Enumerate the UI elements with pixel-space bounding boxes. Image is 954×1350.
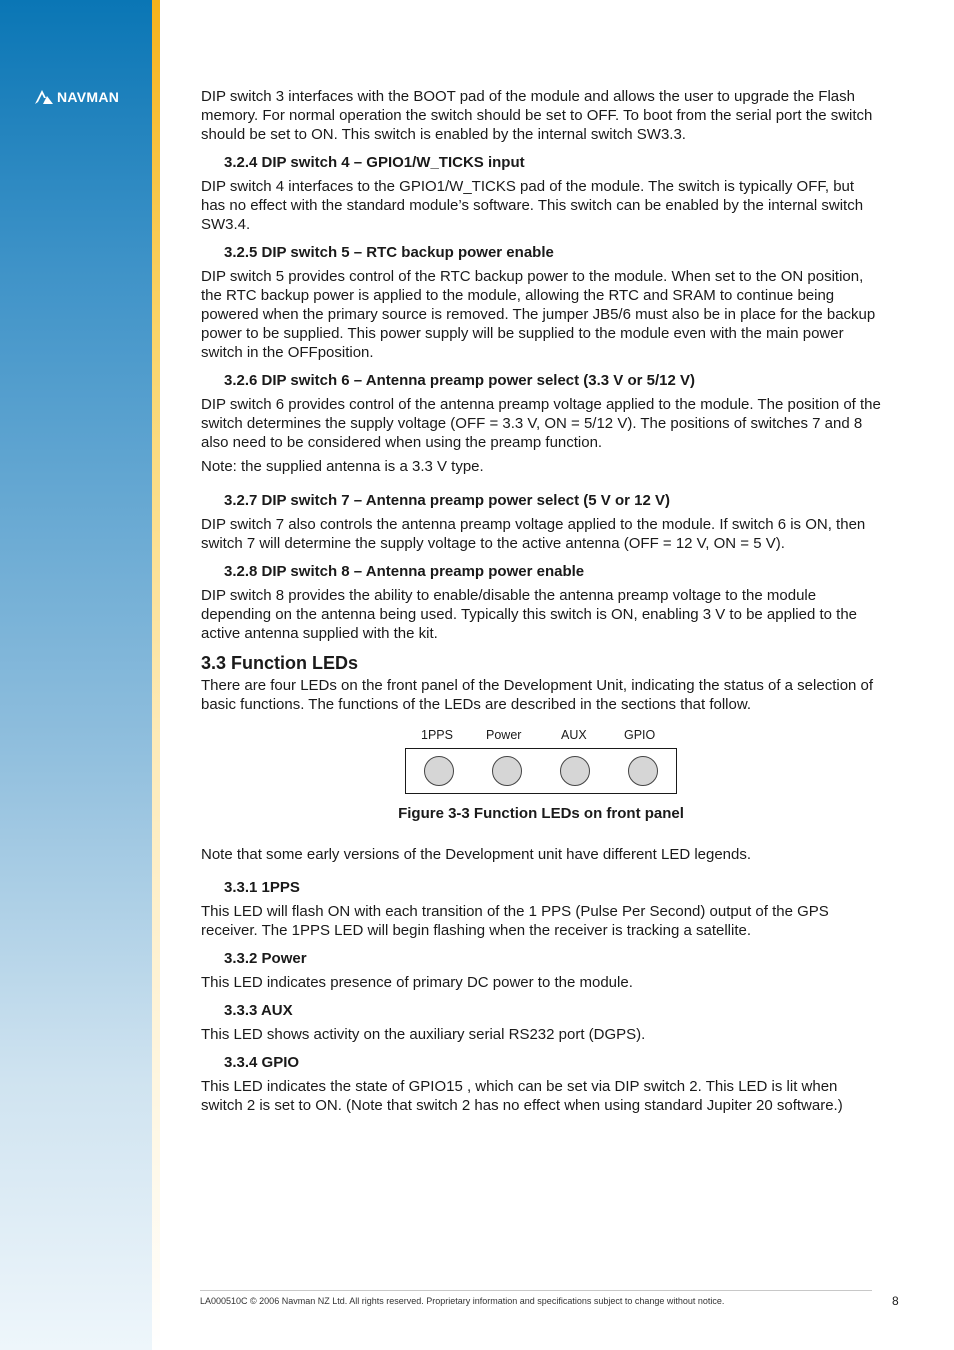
section-title-3-3-4: 3.3.4 GPIO <box>224 1054 300 1071</box>
section-body-3-3-2: This LED indicates presence of primary DC power to the module. <box>201 974 633 991</box>
section-title-3-3-2: 3.3.2 Power <box>224 950 307 967</box>
section-title-3-2-5: 3.2.5 DIP switch 5 – RTC backup power enable <box>224 244 554 261</box>
section-title-3-2-8: 3.2.8 DIP switch 8 – Antenna preamp power enable <box>224 563 585 580</box>
led-label-gpio: GPIO <box>624 728 656 742</box>
section-title-3-2-7: 3.2.7 DIP switch 7 – Antenna preamp power select (5 V or 12 V) <box>224 492 670 509</box>
brand-name: NAVMAN <box>57 89 120 105</box>
section-title-3-3-3: 3.3.3 AUX <box>224 1002 293 1019</box>
footer-divider <box>200 1290 872 1291</box>
section-body-3-2-7: DIP switch 7 also controls the antenna preamp voltage applied to the module. If switch 6 is ON, then switch 7 will determine the supply voltage to the active antenna (OFF = 12 V, ON = 5 V). <box>201 516 866 552</box>
section-body-3-3-4: This LED indicates the state of GPIO15 , which can be set via DIP switch 2. This LED is lit when switch 2 is set to ON. (Note that switch 2 has no effect when using standard Jupiter 20 software.) <box>201 1078 843 1114</box>
led-panel <box>405 748 677 794</box>
led-aux <box>560 756 590 786</box>
led-label-power: Power <box>486 728 522 742</box>
led-gpio <box>628 756 658 786</box>
section-note-3-3: Note that some early versions of the Development unit have different LED legends. <box>201 846 752 863</box>
section-note-3-2-6: Note: the supplied antenna is a 3.3 V type. <box>201 458 484 475</box>
section-body-3-3-1: This LED will flash ON with each transition of the 1 PPS (Pulse Per Second) output of the GPS receiver. The 1PPS LED will begin flashing when the receiver is tracking a satellite. <box>201 903 829 939</box>
intro-paragraph: DIP switch 3 interfaces with the BOOT pad of the module and allows the user to upgrade the Flash memory. For normal operation the switch should be set to OFF. To boot from the serial port the switch should be set to ON. This switch is enabled by the internal switch SW3.3. <box>201 88 873 143</box>
navman-logo <box>34 86 119 108</box>
accent-stripe <box>152 0 160 1350</box>
section-body-3-2-8: DIP switch 8 provides the ability to enable/disable the antenna preamp voltage to the module depending on the antenna being used. Typically this switch is ON, enabling 3 V to be applied to the active antenna supplied with the kit. <box>201 587 858 642</box>
led-figure <box>201 726 881 826</box>
section-title-3-3: 3.3 Function LEDs <box>201 653 359 673</box>
sidebar-band <box>0 0 152 1350</box>
led-labels <box>201 726 881 742</box>
led-label-1pps: 1PPS <box>421 728 453 742</box>
led-label-aux: AUX <box>561 728 587 742</box>
section-title-3-2-4: 3.2.4 DIP switch 4 – GPIO1/W_TICKS input <box>224 154 525 171</box>
footer-text: LA000510C © 2006 Navman NZ Ltd. All rights reserved. Proprietary information and specifications subject to change without notice. <box>200 1296 725 1306</box>
section-body-3-3-3: This LED shows activity on the auxiliary serial RS232 port (DGPS). <box>201 1026 646 1043</box>
main-content <box>201 87 881 1115</box>
section-body-3-2-5: DIP switch 5 provides control of the RTC backup power to the module. When set to the ON position, the RTC backup power is applied to the module, allowing the RTC and SRAM to continue being powered when the primary source is removed. The jumper JB5/6 must also be in place for the backup power to be supplied. This power supply will be supplied to the module even with the main power switch in the OFFposition. <box>201 268 876 361</box>
led-power <box>492 756 522 786</box>
section-title-3-2-6: 3.2.6 DIP switch 6 – Antenna preamp power select (3.3 V or 5/12 V) <box>224 372 696 389</box>
led-1pps <box>424 756 454 786</box>
figure-caption: Figure 3-3 Function LEDs on front panel <box>398 805 684 822</box>
page-number: 8 <box>892 1294 899 1308</box>
section-body-3-3: There are four LEDs on the front panel of the Development Unit, indicating the status of a selection of basic functions. The functions of the LEDs are described in the sections that follow. <box>201 677 874 713</box>
navman-logo-icon <box>34 89 54 105</box>
section-body-3-2-6: DIP switch 6 provides control of the antenna preamp voltage applied to the module. The position of the switch determines the supply voltage (OFF = 3.3 V, ON = 5/12 V). The positions of switches 7 and 8 also need to be considered when using the preamp function. <box>201 396 881 451</box>
section-title-3-3-1: 3.3.1 1PPS <box>224 879 300 896</box>
section-body-3-2-4: DIP switch 4 interfaces to the GPIO1/W_TICKS pad of the module. The switch is typically OFF, but has no effect with the standard module’s software. This switch can be enabled by the internal switch SW3.4. <box>201 178 864 233</box>
